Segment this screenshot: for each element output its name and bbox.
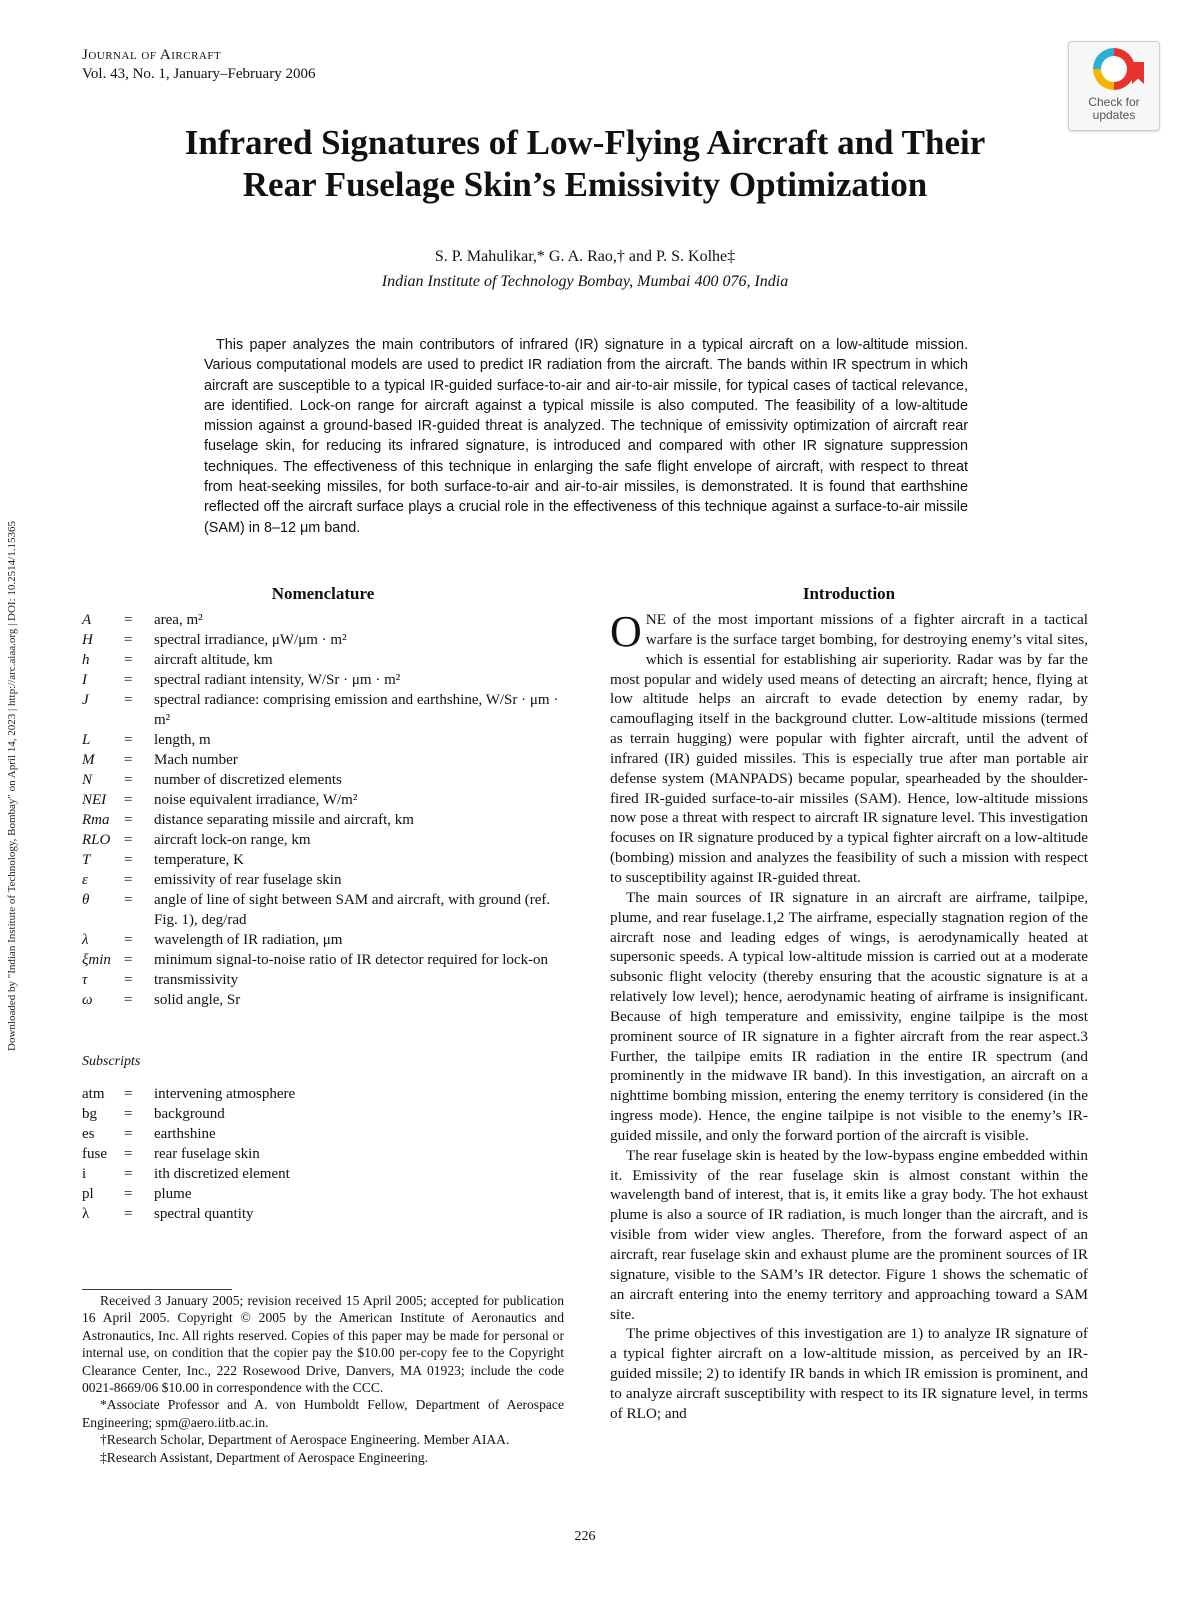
nomenclature-desc: area, m² <box>154 612 203 628</box>
nomenclature-row <box>82 930 564 950</box>
footnote-received: Received 3 January 2005; revision received 15 April 2005; accepted for publication 16 April 2005. Copyright © 2005 by the American Institute of Aeronautics and Astronautics, Inc. All rights reserved. Copies of this paper may be made for personal or internal use, on condition that the copier pay the $10.00 per-copy fee to the Copyright Clearance Center, Inc., 222 Rosewood Drive, Danvers, MA 01923; include the code 0021-8669/06 $10.00 in correspondence with the CCC. <box>82 1293 564 1396</box>
nomenclature-desc: aircraft altitude, km <box>154 652 273 668</box>
nomenclature-row <box>82 670 564 690</box>
nomenclature-row <box>82 850 564 870</box>
nomenclature-desc: background <box>154 1106 225 1122</box>
intro-paragraph-3: The rear fuselage skin is heated by the low-bypass engine embedded within it. Emissivity of the rear fuselage skin is almost constant within the wavelength band of interest, that is, it emits like a gray body. The hot exhaust plume is also a source of IR radiation, is much longer than the aircraft, and is visible from wider view angles. Therefore, from the forward aspect of an aircraft, rear fuselage skin and exhaust plume are the prominent sources of IR signature, visible to the SAM’s IR detector. Figure 1 shows the schematic of an aircraft entering into the enemy territory and approaching toward a SAM site. <box>610 1146 1088 1323</box>
abstract: This paper analyzes the main contributors of infrared (IR) signature in a typical aircraft on a low-altitude mission. Various computational models are used to predict IR radiation from the aircraft. The bands within IR spectrum in which aircraft are susceptible to a typical IR-guided surface-to-air and air-to-air missile, for typical cases of tactical relevance, are identified. Lock-on range for aircraft against a typical missile is also computed. The feasibility of a low-altitude mission against a ground-based IR-guided threat is analyzed. The technique of emissivity optimization of aircraft rear fuselage skin, for reducing its infrared signature, is introduced and compared with other IR signature suppression techniques. The effectiveness of this technique in enlarging the safe flight envelope of aircraft, with respect to threat from heat-seeking missiles, for both surface-to-air and air-to-air missiles, is demonstrated. It is found that earthshine reflected off the aircraft surface plays a crucial role in the effectiveness of this technique against a surface-to-air missile (SAM) in 8–12 μm band. <box>204 337 968 536</box>
nomenclature-eq: = <box>124 832 133 848</box>
nomenclature-row <box>82 690 564 730</box>
nomenclature-eq: = <box>124 672 133 688</box>
nomenclature-desc: ith discretized element <box>154 1166 290 1182</box>
nomenclature-row <box>82 970 564 990</box>
nomenclature-sym: bg <box>82 1106 97 1122</box>
nomenclature-desc: plume <box>154 1186 192 1202</box>
nomenclature-desc: noise equivalent irradiance, W/m² <box>154 792 358 808</box>
nomenclature-eq: = <box>124 852 133 868</box>
title-line-2: Rear Fuselage Skin’s Emissivity Optimization <box>242 165 928 204</box>
nomenclature-desc: distance separating missile and aircraft, km <box>154 812 414 828</box>
nomenclature-heading: Nomenclature <box>271 584 375 603</box>
nomenclature-row <box>82 1164 564 1184</box>
subscripts-list <box>82 1084 564 1224</box>
nomenclature-desc: spectral radiance: comprising emission and earthshine, W/Sr · μm · m² <box>154 692 559 728</box>
title-line-1: Infrared Signatures of Low-Flying Aircraft and Their <box>184 123 986 162</box>
nomenclature-sym: λ <box>82 932 89 948</box>
nomenclature-eq: = <box>124 1186 133 1202</box>
nomenclature-sym: es <box>82 1126 95 1142</box>
nomenclature-row <box>82 750 564 770</box>
nomenclature-eq: = <box>124 932 133 948</box>
nomenclature-sym: pl <box>82 1186 94 1202</box>
nomenclature-row <box>82 790 564 810</box>
nomenclature-sym: λ <box>82 1206 90 1222</box>
nomenclature-sym: NEI <box>82 792 107 808</box>
nomenclature-sym: A <box>82 612 92 628</box>
nomenclature-sym: τ <box>82 972 88 988</box>
nomenclature-row <box>82 870 564 890</box>
nomenclature-row <box>82 650 564 670</box>
nomenclature-eq: = <box>124 772 133 788</box>
intro-paragraph-4: The prime objectives of this investigation are 1) to analyze IR signature of a typical fighter aircraft on a low-altitude mission, as perceived by an IR-guided missile; 2) to identify IR bands in which IR emission is prominent, and to analyze aircraft susceptibility with respect to its IR signature level, in terms of RLO; and <box>610 1325 1088 1422</box>
affiliation: Indian Institute of Technology Bombay, Mumbai 400 076, India <box>381 273 789 290</box>
badge-line1: Check for <box>1088 95 1140 109</box>
nomenclature-sym: Rma <box>82 812 110 828</box>
nomenclature-sym: I <box>82 672 87 688</box>
download-sidebar: Downloaded by "Indian Institute of Technology, Bombay" on April 14, 2023 | http://arc.aiaa.org | DOI: 10.2514/1.15365 <box>6 521 18 1051</box>
nomenclature-row <box>82 830 564 850</box>
nomenclature-desc: spectral irradiance, μW/μm · m² <box>154 632 347 648</box>
nomenclature-row <box>82 610 564 630</box>
nomenclature-eq: = <box>124 692 133 708</box>
nomenclature-sym: θ <box>82 892 90 908</box>
nomenclature-row <box>82 770 564 790</box>
nomenclature-desc: solid angle, Sr <box>154 992 241 1008</box>
footnotes <box>82 1292 564 1466</box>
authors: S. P. Mahulikar,* G. A. Rao,† and P. S. Kolhe‡ <box>434 248 736 265</box>
nomenclature-eq: = <box>124 812 133 828</box>
nomenclature-desc: length, m <box>154 732 211 748</box>
nomenclature-row <box>82 990 564 1010</box>
nomenclature-row <box>82 630 564 650</box>
crossmark-icon <box>1093 48 1135 90</box>
introduction-heading: Introduction <box>802 584 896 603</box>
nomenclature-list <box>82 610 564 1010</box>
nomenclature-sym: atm <box>82 1086 105 1102</box>
nomenclature-desc: intervening atmosphere <box>154 1086 296 1102</box>
nomenclature-eq: = <box>124 652 133 668</box>
journal-issue: Vol. 43, No. 1, January–February 2006 <box>82 66 316 82</box>
nomenclature-eq: = <box>124 732 133 748</box>
journal-name: Journal of Aircraft <box>82 47 222 63</box>
nomenclature-row <box>82 730 564 750</box>
nomenclature-desc: spectral quantity <box>154 1206 254 1222</box>
nomenclature-desc: transmissivity <box>154 972 239 988</box>
nomenclature-row <box>82 1184 564 1204</box>
paper-title <box>40 122 1130 206</box>
nomenclature-sym: ε <box>82 872 88 888</box>
intro-paragraph-2: The main sources of IR signature in an aircraft are airframe, tailpipe, plume, and rear fuselage.1,2 The airframe, especially stagnation region of the aircraft nose and leading edges of wings, is aerodynamically heated at supersonic speeds. A typical low-altitude mission is carried out at a moderate subsonic flight velocity (thereby ensuring that the acoustic signature is at a relatively low level); hence, aerodynamic heating of airframe is insignificant. Because of high temperature and emissivity, engine tailpipe is the most prominent source of IR signature in a fighter aircraft from the rear aspect.3 Further, the tailpipe emits IR radiation in the entire IR spectrum (and prominently in the midwave IR band). In this investigation, an aircraft on a nighttime bombing mission, entering the enemy territory is considered (in the ingress mode). Hence, the engine tailpipe is not visible to the enemy’s IR-guided missile, and only the forward portion of the aircraft is visible. <box>610 888 1088 1144</box>
nomenclature-desc: rear fuselage skin <box>154 1146 260 1162</box>
nomenclature-sym: ω <box>82 992 93 1008</box>
nomenclature-eq: = <box>124 1126 133 1142</box>
nomenclature-sym: M <box>82 752 95 768</box>
nomenclature-eq: = <box>124 1086 133 1102</box>
nomenclature-eq: = <box>124 972 133 988</box>
nomenclature-eq: = <box>124 952 133 968</box>
nomenclature-eq: = <box>124 612 133 628</box>
nomenclature-sym: T <box>82 852 91 868</box>
drop-cap: O <box>610 607 642 656</box>
nomenclature-sym: ξmin <box>82 952 111 968</box>
footnote-rule <box>82 1289 232 1290</box>
nomenclature-eq: = <box>124 752 133 768</box>
nomenclature-sym: i <box>82 1166 87 1182</box>
nomenclature-row <box>82 1084 564 1104</box>
nomenclature-row <box>82 1104 564 1124</box>
nomenclature-row <box>82 810 564 830</box>
footnote-author-1: *Associate Professor and A. von Humboldt Fellow, Department of Aerospace Engineering; spm@aero.iitb.ac.in. <box>82 1397 564 1430</box>
nomenclature-row <box>82 1144 564 1164</box>
nomenclature-eq: = <box>124 1206 133 1222</box>
introduction-body <box>610 607 1088 1424</box>
nomenclature-row <box>82 890 564 930</box>
intro-paragraph-1: ONE of the most important missions of a fighter aircraft in a tactical warfare is the surface target bombing, for destroying enemy’s vital sites, which is essential for establishing air superiority. Radar was by far the most popular and widely used means of detecting an aircraft; hence, flying at low altitude helps an aircraft to evade detection by enemy radar, by camouflaging itself in the background clutter. Low-altitude missions (termed as terrain hugging) were popular with fighter aircraft, until the advent of infrared (IR) guided missiles. This is especially true after man portable air defense system (MANPADS) became popular, spearheaded by the shoulder-fired IR-guided surface-to-air missiles (SAM). Hence, low-altitude missions now pose a threat with respect to aircraft IR signature level. This investigation focuses on IR signature produced by a typical fighter aircraft on a low-altitude (bombing) mission and analyzes the feasibility of such a mission with respect to susceptibility against IR-guided threat. <box>610 607 1088 886</box>
nomenclature-desc: number of discretized elements <box>154 772 342 788</box>
nomenclature-desc: spectral radiant intensity, W/Sr · μm · m² <box>154 672 401 688</box>
nomenclature-desc: temperature, K <box>154 852 244 868</box>
check-for-updates-badge[interactable] <box>1068 41 1160 131</box>
nomenclature-eq: = <box>124 892 133 908</box>
nomenclature-desc: Mach number <box>154 752 238 768</box>
nomenclature-desc: aircraft lock-on range, km <box>154 832 311 848</box>
nomenclature-sym: h <box>82 652 90 668</box>
nomenclature-eq: = <box>124 632 133 648</box>
nomenclature-eq: = <box>124 1146 133 1162</box>
nomenclature-desc: wavelength of IR radiation, μm <box>154 932 343 948</box>
footnote-author-2: †Research Scholar, Department of Aerospace Engineering. Member AIAA. <box>100 1432 510 1448</box>
nomenclature-eq: = <box>124 1106 133 1122</box>
nomenclature-eq: = <box>124 872 133 888</box>
nomenclature-desc: earthshine <box>154 1126 216 1142</box>
nomenclature-desc: emissivity of rear fuselage skin <box>154 872 342 888</box>
nomenclature-sym: N <box>82 772 93 788</box>
nomenclature-sym: H <box>82 632 93 648</box>
journal-header <box>82 46 315 84</box>
nomenclature-row <box>82 1124 564 1144</box>
nomenclature-desc: minimum signal-to-noise ratio of IR detector required for lock-on <box>154 952 549 968</box>
nomenclature-sym: fuse <box>82 1146 107 1162</box>
nomenclature-desc: angle of line of sight between SAM and aircraft, with ground (ref. Fig. 1), deg/rad <box>154 892 551 928</box>
nomenclature-sym: RLO <box>82 832 111 848</box>
nomenclature-eq: = <box>124 1166 133 1182</box>
nomenclature-row <box>82 950 564 970</box>
footnote-author-3: ‡Research Assistant, Department of Aerospace Engineering. <box>100 1449 429 1465</box>
subscripts-heading: Subscripts <box>82 1054 141 1069</box>
nomenclature-eq: = <box>124 992 133 1008</box>
badge-line2: updates <box>1092 108 1136 122</box>
nomenclature-eq: = <box>124 792 133 808</box>
nomenclature-sym: J <box>82 692 89 708</box>
nomenclature-sym: L <box>82 732 91 748</box>
page-number: 226 <box>574 1529 596 1544</box>
nomenclature-row <box>82 1204 564 1224</box>
